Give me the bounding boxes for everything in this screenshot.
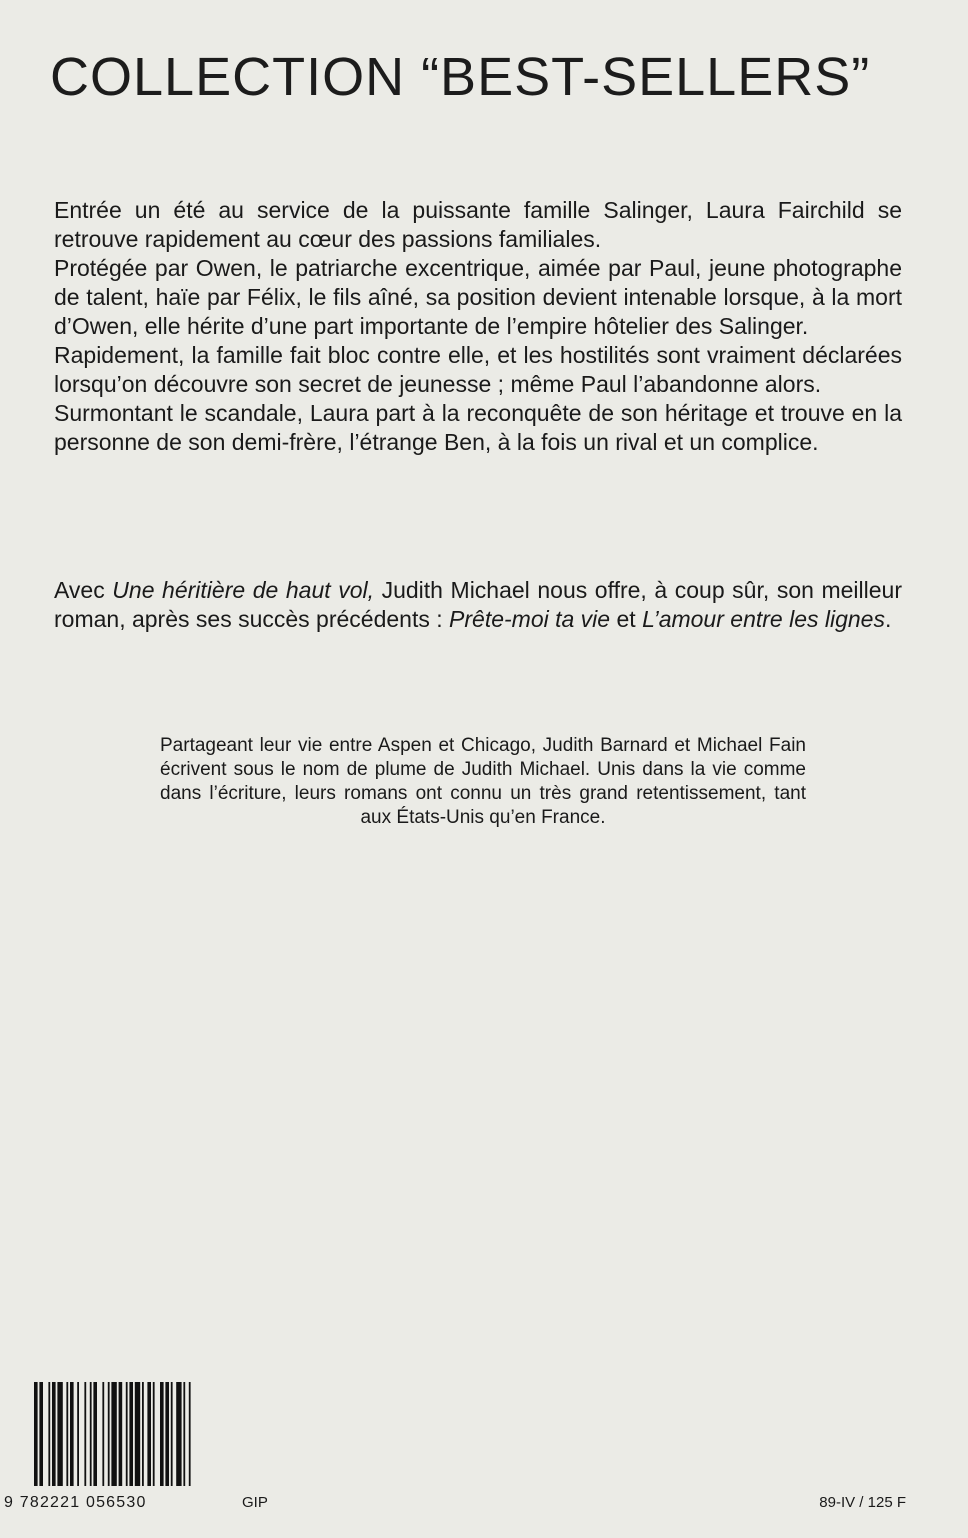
blurb-paragraph: Rapidement, la famille fait bloc contre elle, et les hostilités sont vraiment déclarées lorsqu’on découvre son secret de jeunesse ; même Paul l’abandonne alors. [54,342,902,397]
promo-text-3: et [610,606,643,632]
author-bio: Partageant leur vie entre Aspen et Chicago, Judith Barnard et Michael Fain écrivent sous le nom de plume de Judith Michael. Unis dans la vie comme dans l’écriture, leurs romans ont connu un très grand retentissement, tant aux États-Unis qu’en France. [160,735,806,828]
promo-text-2: Judith Michael nous offre, à coup sûr, son meilleur roman, après ses succès précédents : [54,577,902,632]
previous-title-1: Prête-moi ta vie [449,606,611,632]
blurb-paragraph: Entrée un été au service de la puissante famille Salinger, Laura Fairchild se retrouve rapidement au cœur des passions familiales. [54,197,902,252]
barcode-icon [30,1380,230,1490]
collection-title: COLLECTION “BEST-SELLERS” [50,47,871,107]
promo-text-4: . [884,606,892,632]
blurb-paragraph: Surmontant le scandale, Laura part à la reconquête de son héritage et trouve en la personne de son demi-frère, l’étrange Ben, à la fois un rival et un complice. [54,400,902,455]
promo-text-1: Avec [54,577,113,603]
blurb [54,196,902,457]
promo-paragraph [54,576,902,634]
publisher-code: GIP [242,1494,268,1511]
blurb-paragraph: Protégée par Owen, le patriarche excentrique, aimée par Paul, jeune photographe de talent, haïe par Félix, le fils aîné, sa position devient intenable lorsque, à la mort d’Owen, elle hérite d’une part importante de l’empire hôtelier des Salinger. [54,255,902,339]
book-title: Une héritière de haut vol, [112,577,375,603]
promo-text [54,576,902,634]
price-code: 89-IV / 125 F [819,1494,906,1511]
isbn-number: 9 782221 056530 [4,1494,147,1511]
previous-title-2: L’amour entre les lignes [642,606,885,632]
barcode [30,1380,230,1490]
